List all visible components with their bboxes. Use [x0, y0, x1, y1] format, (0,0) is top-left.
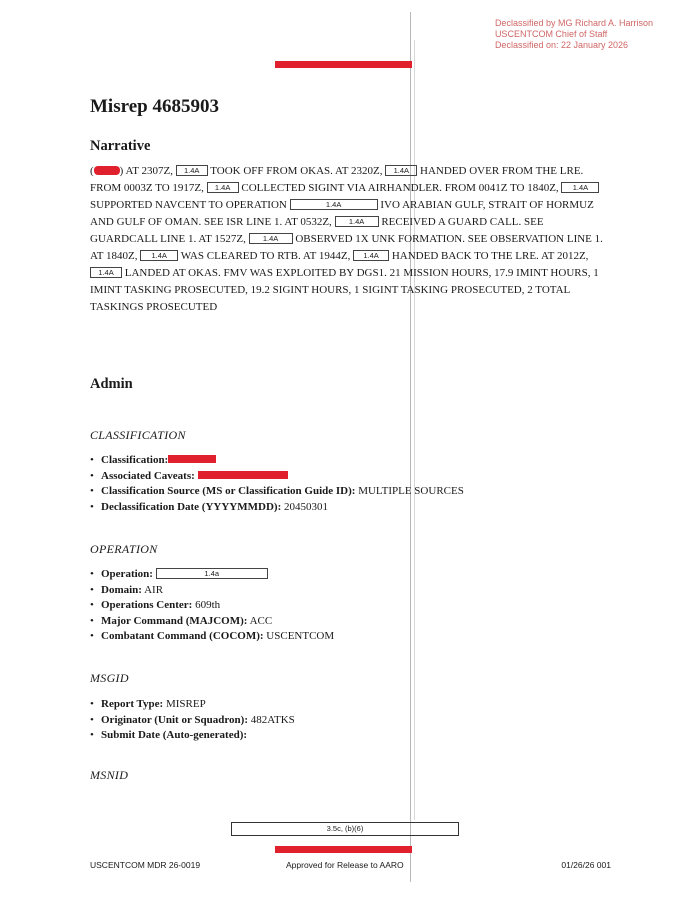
declass-line-3: Declassified on: 22 January 2026 — [494, 40, 629, 50]
redaction-mark — [94, 166, 120, 175]
classification-heading: CLASSIFICATION — [90, 428, 186, 442]
admin-heading: Admin — [90, 376, 133, 392]
exemption-stamp: 3.5c, (b)(6) — [231, 822, 459, 836]
exemption-box: 1.4A — [249, 233, 293, 244]
operation-heading: OPERATION — [90, 542, 158, 556]
list-item: • Associated Caveats: — [90, 469, 570, 485]
msgid-heading: MSGID — [90, 671, 129, 685]
declass-line-2: USCENTCOM Chief of Staff — [494, 29, 608, 39]
narrative-paragraph: ( ) AT 2307Z, 1.4A TOOK OFF FROM OKAS. AT 2320Z, 1.4A HANDED OVER FROM THE LRE. FROM 0003Z TO 1917Z, 1.4A COLLECTED SIGINT VIA AIRHANDLER. FROM 0041Z TO 1840Z, 1.4A SUPPORTED NAVCENT TO OPERATION 1.4A IVO ARABIAN GULF, STRAIT OF HORMUZ AND GULF OF OMAN. SEE ISR LINE 1. AT 0532Z, 1.4A RECEIVED A GUARD CALL. SEE GUARDCALL LINE 1. AT 1527Z, 1.4A OBSERVED 1X UNK FORMATION. SEE OBSERVATION LINE 1. AT 1840Z, 1.4A WAS CLEARED TO RTB. AT 1944Z, 1.4A HANDED BACK TO THE LRE. AT 2012Z, 1.4A LANDED AT OKAS. FMV WAS EXPLOITED BY DGS1. 21 MISSION HOURS, 17.9 IMINT HOURS, 1 IMINT TASKING PROSECUTED, 19.2 SIGINT HOURS, 1 SIGINT TASKING PROSECUTED, 2 TOTAL TASKINGS PROSECUTED — [90, 165, 603, 313]
narrative-heading: Narrative — [90, 138, 151, 154]
footer-left: USCENTCOM MDR 26-0019 — [90, 860, 201, 870]
declass-line-1: Declassified by MG Richard A. Harrison — [494, 18, 653, 28]
list-item: • Operations Center: 609th — [90, 598, 570, 614]
exemption-box: 1.4A — [207, 182, 239, 193]
redaction-mark — [198, 471, 288, 479]
list-item: • Combatant Command (COCOM): USCENTCOM — [90, 629, 570, 645]
exemption-box: 1.4A — [290, 199, 378, 210]
top-redaction-bar — [275, 61, 412, 68]
list-item: • Submit Date (Auto-generated): — [90, 728, 570, 744]
exemption-box: 1.4a — [156, 568, 268, 579]
footer-right: 01/26/26 001 — [561, 860, 611, 870]
list-item: • Operation: 1.4a — [90, 567, 570, 583]
list-item: • Declassification Date (YYYYMMDD): 20450301 — [90, 500, 570, 516]
list-item: • Originator (Unit or Squadron): 482ATKS — [90, 713, 570, 729]
msgid-list — [90, 697, 570, 744]
page-title: Misrep 4685903 — [90, 96, 219, 117]
bottom-redaction-bar — [275, 846, 412, 853]
list-item: • Classification Source (MS or Classification Guide ID): MULTIPLE SOURCES — [90, 484, 570, 500]
list-item: • Report Type: MISREP — [90, 697, 570, 713]
declassification-stamp — [495, 18, 653, 51]
list-item: • Domain: AIR — [90, 583, 570, 599]
exemption-box: 1.4A — [353, 250, 389, 261]
exemption-box: 1.4A — [176, 165, 208, 176]
scan-fold-line — [410, 12, 411, 882]
list-item: • Classification: — [90, 453, 570, 469]
footer-center: Approved for Release to AARO — [286, 860, 404, 870]
exemption-box: 1.4A — [140, 250, 178, 261]
operation-list — [90, 567, 570, 645]
exemption-box: 1.4A — [335, 216, 379, 227]
exemption-box: 1.4A — [561, 182, 599, 193]
exemption-box: 1.4A — [90, 267, 122, 278]
exemption-box: 1.4A — [385, 165, 417, 176]
list-item: • Major Command (MAJCOM): ACC — [90, 614, 570, 630]
msnid-heading: MSNID — [90, 768, 129, 782]
redaction-mark — [168, 455, 216, 463]
classification-list — [90, 453, 570, 515]
